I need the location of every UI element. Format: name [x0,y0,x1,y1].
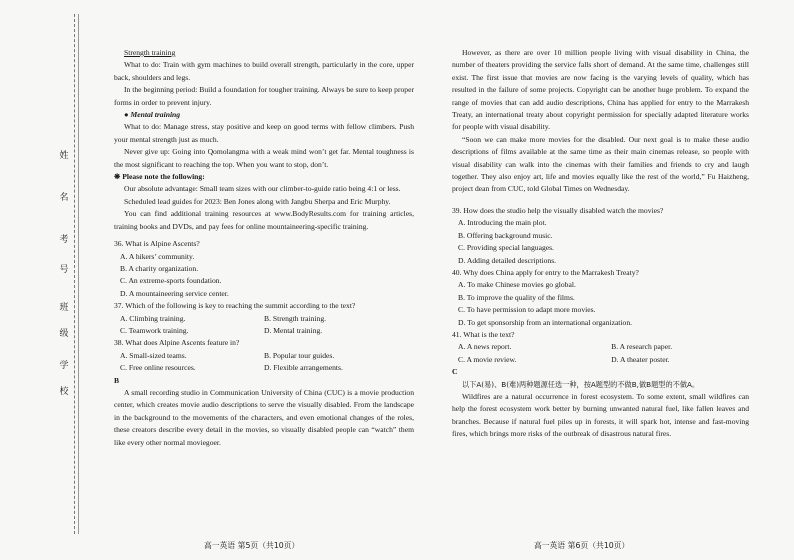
q38-options-row [114,362,414,374]
note-2: Scheduled lead guides for 2023: Ben Jones along with Jangbu Sherpa and Eric Murphy. [124,196,391,206]
q36-option: D. A mountaineering service center. [120,288,229,298]
q40-option: A. To make Chinese movies go global. [458,280,576,290]
binding-dashed-line [74,14,75,534]
question-38: 38. What does Alpine Ascents feature in? [114,338,240,348]
mental-heading: ● Mental training [124,110,181,120]
page-5-footer: 高一英语 第5页（共10页） [204,541,300,550]
q40-option: C. To have permission to adapt more movies. [458,305,596,315]
margin-label: 考 [59,235,69,245]
q41-option: C. A movie review. [458,354,517,364]
q36-option: C. An extreme-sports foundation. [120,276,222,286]
passage-b-paragraph-2: However, as there are over 10 million people living with visual disability in China, the number of theaters providing the service falls short of demand. At the same time, challenges still exist. The first issue that movies are now facing is the varying levels of quality, which has resulted in the failure of some projects. Copyright can be another huge problem. To expand the range of movies that can add audio descriptions, China has applied for entry to the Marrakesh Treaty, an international treaty about copyright permission for specially adapted literature works for people with visual disability. [452,48,749,132]
q39-option: D. Adding detailed descriptions. [458,255,557,265]
note-3: You can find additional training resources at www.BodyResults.com for training articles, training books and DVDs, and pay fees for online mountaineering-specific training. [114,209,414,231]
q41-option: A. A news report. [458,342,512,352]
mental-what: What to do: Manage stress, stay positive and keep on good terms with fellow climbers. Push your mental strength just as much. [114,122,414,144]
passage-b-paragraph-3: “Soon we can make more movies for the disabled. Our next goal is to make these audio descriptions of films available at the same time as their main cinemas release, so people with visual disability can walk into the cinemas with their families and friends to cry and laugh together. They also enjoy art, life and movies equally like the rest of the world,” Fu Haizheng, project dean from CUC, told Global Times on Wednesday. [452,134,749,194]
q41-options-row [452,354,749,366]
q38-option: D. Flexible arrangements. [264,363,343,373]
question-41: 41. What is the text? [452,329,515,339]
q37-option: A. Climbing training. [120,313,186,323]
q37-option: D. Mental training. [264,325,323,335]
page-6-footer: 高一英语 第6页（共10页） [534,541,630,550]
q37-options-row [114,313,414,325]
margin-label: 姓 [59,151,69,161]
section-b-heading: B [114,375,120,385]
question-36: 36. What is Alpine Ascents? [114,239,200,249]
margin-label: 校 [59,387,69,397]
note-heading: ❋ Please note the following: [114,172,205,182]
q40-option: D. To get sponsorship from an international organization. [458,317,633,327]
q39-option: A. Introducing the main plot. [458,218,547,228]
binding-line [78,14,79,534]
note-1: Our absolute advantage: Small team sizes with our climber-to-guide ratio being 4:1 or less. [124,184,401,194]
mental-never: Never give up: Going into Qomolangma with a weak mind won’t get far. Mental toughness is the most significant to reaching the top. When you want to stop, don’t. [114,147,414,169]
page-5-column [114,47,414,449]
page-6-column [452,47,749,441]
q36-option: A. A hikers’ community. [120,251,195,261]
margin-label: 学 [59,361,69,371]
question-37: 37. Which of the following is key to reaching the summit according to the text? [114,301,356,311]
strength-begin: In the beginning period: Build a foundation for tougher training. Always be sure to keep proper forms in order to prevent injury. [114,85,414,107]
q41-option: B. A research paper. [611,342,673,352]
strength-what: What to do: Train with gym machines to build overall strength, particularly in the core, upper back, shoulders and legs. [114,60,414,82]
margin-label: 名 [59,193,69,203]
q38-option: A. Small-sized teams. [120,350,187,360]
q36-option: B. A charity organization. [120,263,199,273]
q38-option: C. Free online resources. [120,363,196,373]
q38-option: B. Popular tour guides. [264,350,335,360]
q37-option: C. Teamwork training. [120,325,189,335]
question-40: 40. Why does China apply for entry to the Marrakesh Treaty? [452,267,639,277]
section-c-heading: C [452,367,458,377]
margin-label: 号 [59,265,69,275]
q37-options-row [114,325,414,337]
q41-option: D. A theater poster. [611,354,670,364]
q37-option: B. Strength training. [264,313,327,323]
margin-label: 班 [59,303,69,313]
q40-option: B. To improve the quality of the films. [458,292,575,302]
q38-options-row [114,350,414,362]
question-39: 39. How does the studio help the visually disabled watch the movies? [452,205,664,215]
section-c-paragraph: Wildfires are a natural occurrence in forest ecosystem. To some extent, small wildfires can help the forest ecosystem work better by burning unwanted natural fuel, like fallen leaves and branches. Because if natural fuel piles up in forests, it will spark hot, intense and fast-moving fires, which brings more risks of the outbreak of disastrous natural fires. [452,391,749,439]
q41-options-row [452,341,749,353]
margin-label: 级 [59,329,69,339]
q39-option: C. Providing special languages. [458,243,554,253]
q39-option: B. Offering background music. [458,230,553,240]
section-b-paragraph: A small recording studio in Communication University of China (CUC) is a movie production center, which creates movie audio descriptions to serve the visually disabled. From the landscape in the background to the movements of the characters, and even emotional changes of the roles, these creators describe every detail in the movies, so visually disabled people can “watch” them like every other normal moviegoer. [114,387,414,447]
section-c-instruction: 以下A(易)、B(难)两种题源任选一种，按A题型的不做B,做B题型的不做A。 [462,379,700,389]
strength-heading: Strength training [124,48,176,57]
